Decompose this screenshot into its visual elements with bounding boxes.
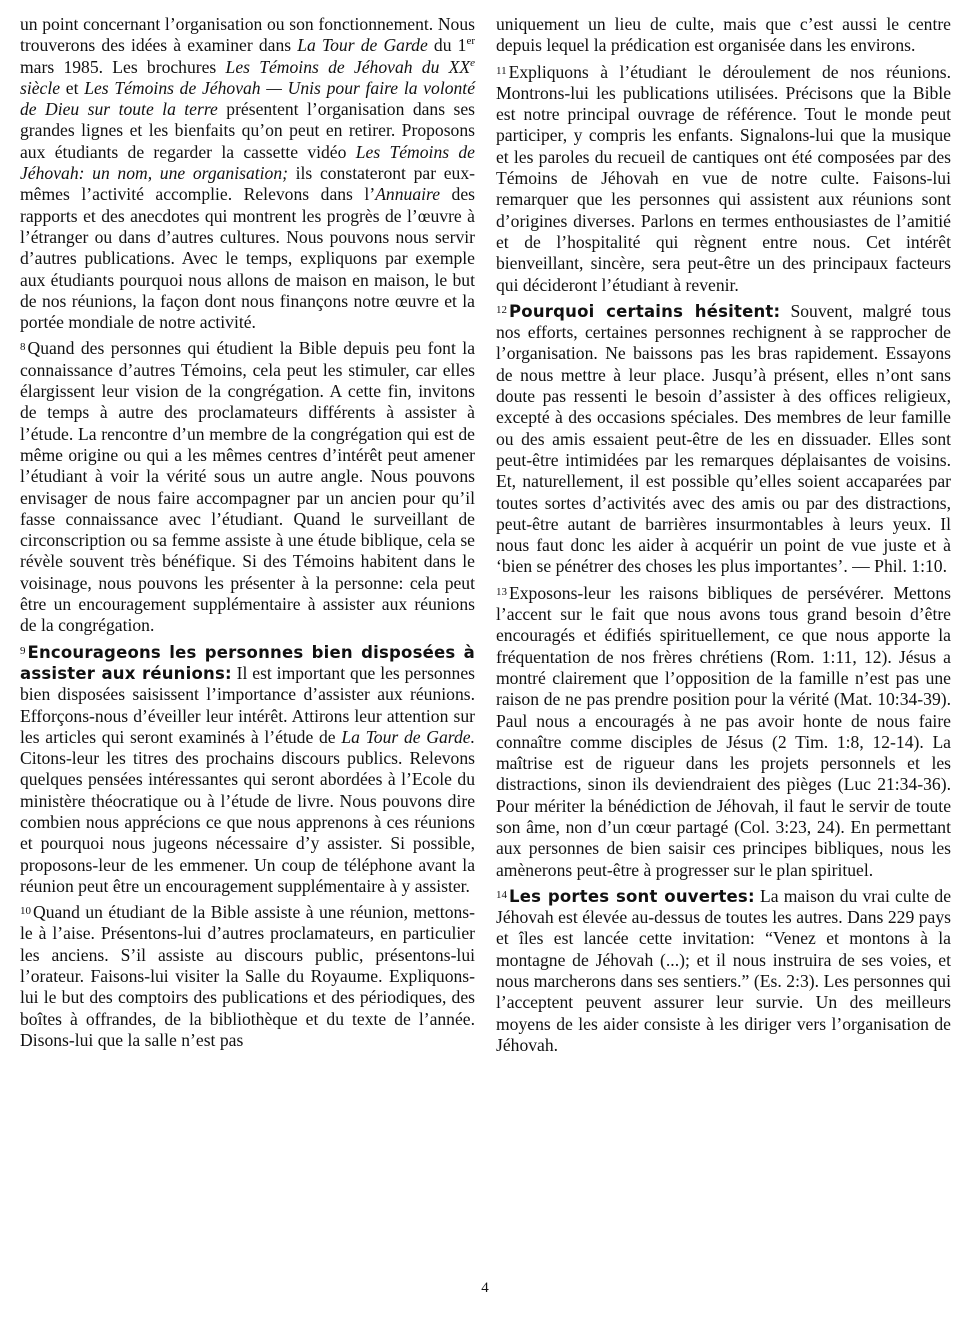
text-run: des rapports et des anecdotes qui montrent les progrès de l’œuvre à l’étranger ou dans d’autres cultures. Nous pouvons nous servir d’autres publications. Avec le temps, expliquons par exemple aux étudiants pourquoi nous allons de maison en maison, le but de nos réunions, la façon dont nous finançons notre œuvre et la portée mondiale de notre activité. xyxy=(20,184,475,333)
italic-title: Annuaire xyxy=(375,184,441,205)
paragraph-heading: Pourquoi certains hésitent: xyxy=(509,301,781,321)
paragraph xyxy=(496,300,951,578)
italic-title: Les Témoins de Jéhovah: un nom, une organisation; xyxy=(20,141,475,184)
italic-title: Les Témoins de Jéhovah — Unis pour faire la volonté de Dieu sur toute la terre xyxy=(20,77,476,120)
paragraph-number: 11 xyxy=(496,64,507,77)
italic-title: La Tour de Garde xyxy=(297,35,428,56)
text-run: Souvent, malgré tous nos efforts, certaines personnes rechignent à se rapprocher de l’organisation. Ne baissons pas les bras rapidement. Essayons de nous mettre à leur place. Jusqu’à présent, elles n’ont sans doute pas ressenti le besoin d’assister à des offices religieux, excepté à des occasions spéciales. Des membres de leur famille ou des amis essaient peut-être de les en dissuader. Elles sont peut-être intimidées par les remarques déplaisantes de voisins. Et, naturellement, il est possible qu’elles soient accaparées par toutes sortes d’activités avec des amis ou par des distractions, peut-être autant de barrières insurmontables à leurs yeux. Il nous faut donc les aider à acquérir un point de vue juste et à ‘bien se pénétrer des choses les plus importantes’. — Phil. 1:10. xyxy=(496,300,951,577)
italic-title: Les Témoins de Jéhovah du XX xyxy=(225,56,471,77)
text-run: La maison du vrai culte de Jéhovah est élevée au-dessus de toutes les autres. Dans 229 pays et îles est lancée cette invitation: “Venez et montons à la montagne de Jéhovah (...); et il nous instruira de ses voies, et nous marcherons dans ses sentiers.” (Es. 2:3). Les personnes qui l’acceptent peuvent assurer leur survie. Un des meilleurs moyens de les aider consiste à les diriger vers l’organisation de Jéhovah. xyxy=(496,885,951,1055)
text-run: Quand des personnes qui étudient la Bible depuis peu font la connaissance d’autres Témoins, cela peut les stimuler, car elles élargissent leur vision de la congrégation. A cette fin, invitons de temps à autre des proclamateurs différents à assister à l’étude. La rencontre d’un membre de la congrégation qui est de même origine ou qui a les mêmes centres d’intérêt peut amener l’étudiant à voir la vérité sous un autre angle. Nous pouvons envisager de nous faire accompagner par un ancien pour qu’il fasse connaissance avec l’étudiant. Quand le surveillant de circonscription ou sa femme assiste à une étude biblique, cela se révèle souvent très bénéfique. Si des Témoins habitent dans le voisinage, nous pouvons les présenter à la personne: cela peut être un encouragement supplémentaire à assister aux réunions de la congrégation. xyxy=(20,338,475,636)
paragraph-continuation xyxy=(496,14,951,57)
right-column xyxy=(496,14,951,1056)
text-run: Expliquons à l’étudiant le déroulement de nos réunions. Montrons-lui les publications utilisées. Précisons que la Bible est notre principal ouvrage de référence. Tout le monde peut participer, y compris les enfants. Signalons-lui que la musique et les paroles du recueil de cantiques ont été composées par des Témoins de Jéhovah en vue de notre culte. Faisons-lui remarquer que les personnes qui assistent aux réunions sont d’origines diverses. Parlons en termes enthousiastes de l’amitié et de l’hospitalité qui règnent entre nous. Cet intérêt bienveillant, sincère, sera peut-être un des principaux facteurs qui décideront l’étudiant à revenir. xyxy=(496,61,951,295)
text-run: présentent l’organisation dans ses grandes lignes et les bienfaits qu’on peut en retirer. Proposons aux étudiants de regarder la cassette vidéo xyxy=(20,99,476,162)
paragraph-number: 14 xyxy=(496,888,507,901)
paragraph-number: 12 xyxy=(496,303,507,316)
text-run: du 1 xyxy=(427,35,467,56)
text-run: Quand un étudiant de la Bible assiste à une réunion, mettons-le à l’aise. Présentons-lui d’autres proclamateurs, en particulier les anciens. S’il assiste au discours public, présentons-lui l’orateur. Faisons-lui visiter la Salle du Royaume. Expliquons-lui le but des comptoirs des publications et des périodiques, des boîtes à offrandes, de la bibliothèque et du texte de l’année. Disons-lui que la salle n’est pas xyxy=(20,902,475,1050)
paragraph xyxy=(20,901,475,1051)
page-number: 4 xyxy=(481,1280,489,1296)
italic-title: siècle xyxy=(20,77,61,98)
paragraph-number: 13 xyxy=(496,585,507,598)
text-run: Il est important que les personnes bien disposées saisissent l’importance d’assister aux réunions. Efforçons-nous d’éveiller leur intérêt. Attirons leur attention sur les articles qui seront examinés à l’étude de xyxy=(20,662,475,747)
text-run: mars 1985. Les brochures xyxy=(20,56,226,77)
paragraph xyxy=(496,885,951,1056)
italic-title: e xyxy=(470,56,476,69)
paragraph xyxy=(20,337,475,636)
paragraph-heading: Encourageons les personnes bien disposées à assister aux réunions: xyxy=(20,642,475,683)
text-run: Exposons-leur les raisons bibliques de persévérer. Mettons l’accent sur le fait que nous avons tous grand besoin d’être encouragés et édifiés spirituellement, ce que nous apporte la fréquentation de nos frères chrétiens (Rom. 1:11, 12). Jésus a montré clairement que l’opposition de la famille n’est pas une raison de ne pas prendre position pour la vérité (Mat. 10:34-39). Paul nous a encouragés à ne pas avoir honte de nous faire connaître comme disciples de Jésus (2 Tim. 1:8, 12-14). La maîtrise est de rigueur dans les projets personnels et les distractions, sinon ils deviendraient des pièges (Luc 21:34-36). Pour mériter la bénédiction de Jéhovah, il faut le servir de toute son âme, non d’un cœur partagé (Col. 3:23, 24). En permettant aux personnes de bien saisir ces principes bibliques, nous les amènerons peut-être à progresser sur le plan spirituel. xyxy=(496,582,951,880)
paragraph-number: 10 xyxy=(20,905,31,918)
text-run: er xyxy=(466,35,476,48)
paragraph-heading: Les portes sont ouvertes: xyxy=(509,886,755,906)
text-run: uniquement un lieu de culte, mais que c’est aussi le centre depuis lequel la prédication est organisée dans les environs. xyxy=(496,14,951,56)
italic-title: La Tour de Garde. xyxy=(341,726,475,747)
text-run: ils constateront par eux-mêmes l’activité accomplie. Relevons dans l’ xyxy=(20,163,475,205)
text-run: et xyxy=(60,77,85,98)
paragraph-number: 8 xyxy=(20,341,26,354)
paragraph xyxy=(496,582,951,881)
paragraph-number: 9 xyxy=(20,644,26,657)
paragraph xyxy=(20,641,475,898)
text-run: Citons-leur les titres des prochains discours publics. Relevons quelques pensées intéressantes qui seront abordées à l’Ecole du ministère théocratique ou à l’étude de livre. Nous pouvons dire combien nous apprécions ce que nous apprenons à ces réunions et pourquoi nous jugeons nécessaire d’y assister. Si possible, proposons-leur de les emmener. Un coup de téléphone avant la réunion peut être un encouragement supplémentaire à y assister. xyxy=(20,748,475,896)
paragraph-continuation xyxy=(20,14,475,333)
text-run: un point concernant l’organisation ou son fonctionnement. Nous trouverons des idées à examiner dans xyxy=(20,14,475,56)
left-column xyxy=(20,14,475,1051)
paragraph xyxy=(496,61,951,296)
